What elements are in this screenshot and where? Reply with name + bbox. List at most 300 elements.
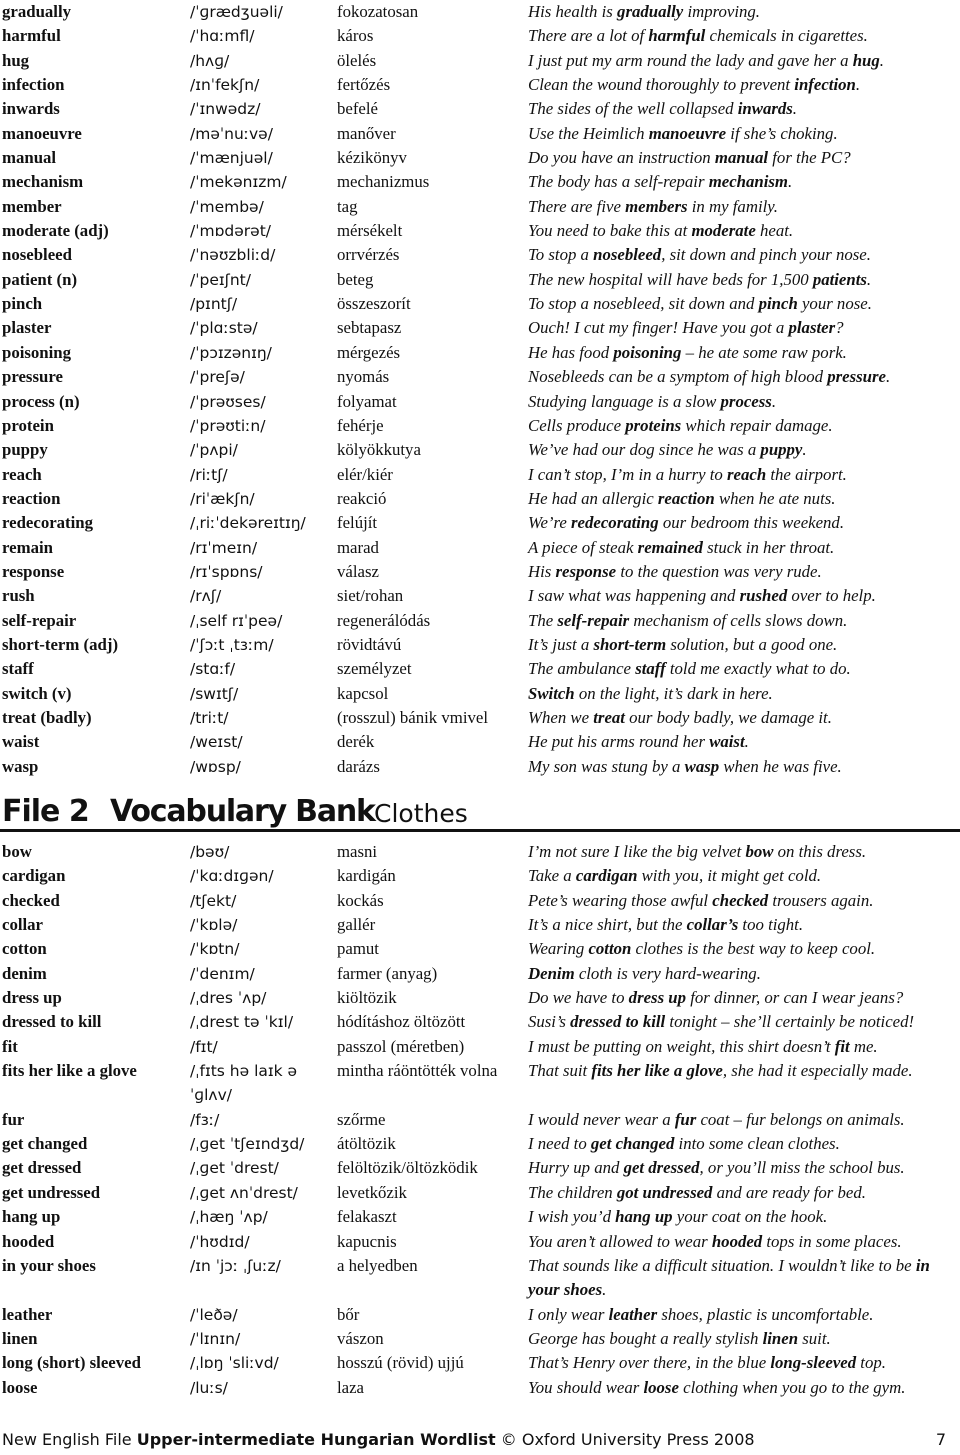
headword: cotton	[2, 939, 47, 959]
headword: mechanism	[2, 172, 84, 192]
example-sentence	[528, 292, 960, 316]
example-text: stuck in her throat.	[702, 537, 835, 557]
example-keyword: hooded	[711, 1231, 763, 1251]
example-text: .	[792, 99, 797, 119]
example-keyword: fur	[674, 1109, 697, 1129]
headword: remain	[2, 537, 53, 557]
hungarian-translation: káros	[337, 26, 374, 46]
word-entry	[0, 1132, 960, 1156]
pronunciation: /ˌɡet ʌnˈdrest/	[190, 1183, 298, 1202]
example-text: Do you have an instruction	[528, 148, 715, 168]
example-keyword: linen	[762, 1328, 799, 1348]
example-text: solution, but a good one.	[666, 634, 838, 654]
example-keyword: moderate	[691, 221, 756, 241]
example-text: clothing when you go to the gym.	[678, 1377, 906, 1397]
example-text: for dinner, or can I wear jeans?	[686, 988, 904, 1008]
example-text: Do we have to	[528, 988, 629, 1008]
hungarian-translation: mérgezés	[337, 342, 401, 362]
word-entry	[0, 122, 960, 146]
pronunciation: /ˌɡet ˈdrest/	[190, 1159, 279, 1178]
word-entry	[0, 937, 960, 961]
page-number: 7	[935, 1430, 946, 1449]
example-keyword: rushed	[739, 586, 788, 606]
pronunciation: /ˈpɔɪzənɪŋ/	[190, 343, 272, 362]
example-keyword: members	[625, 196, 688, 216]
example-text: for the PC?	[768, 148, 851, 168]
example-text: That sounds like a difficult situation. I wouldn’t like to be	[528, 1255, 916, 1275]
pronunciation: /ˈpreʃə/	[190, 368, 245, 387]
example-sentence	[528, 633, 960, 657]
example-keyword: manoeuvre	[648, 123, 727, 143]
word-entry	[0, 1010, 960, 1034]
headword: denim	[2, 963, 47, 983]
example-text: top.	[856, 1353, 886, 1373]
example-sentence	[528, 487, 960, 511]
example-keyword: cardigan	[575, 866, 638, 886]
pronunciation: /ˌlɒŋ ˈsliːvd/	[190, 1354, 279, 1373]
example-sentence	[528, 0, 960, 24]
example-keyword: treat	[593, 707, 625, 727]
headword: fur	[2, 1109, 25, 1129]
example-text: There are a lot of	[528, 26, 649, 46]
example-sentence	[528, 962, 960, 986]
word-entry	[0, 1327, 960, 1351]
example-text: To stop a	[528, 245, 594, 265]
example-text: You should wear	[528, 1377, 644, 1397]
hungarian-translation: sebtapasz	[337, 318, 402, 338]
example-keyword: waist	[709, 732, 745, 752]
hungarian-translation: beteg	[337, 269, 374, 289]
example-text: I must be putting on weight, this shirt doesn’t	[528, 1036, 835, 1056]
example-sentence	[528, 1254, 960, 1303]
headword: redecorating	[2, 513, 94, 533]
example-sentence	[528, 122, 960, 146]
example-text: told me exactly what to do.	[665, 659, 851, 679]
word-entry	[0, 609, 960, 633]
headword: pressure	[2, 367, 63, 387]
example-text: if she’s choking.	[726, 123, 838, 143]
word-entry	[0, 1108, 960, 1132]
example-text: our bedroom this weekend.	[658, 513, 845, 533]
example-sentence	[528, 609, 960, 633]
example-sentence	[528, 268, 960, 292]
example-keyword: in your shoes	[528, 1255, 930, 1300]
example-sentence	[528, 1351, 960, 1375]
pronunciation: /ˈleðə/	[190, 1305, 238, 1324]
example-keyword: get dressed	[623, 1158, 700, 1178]
word-entry	[0, 438, 960, 462]
pronunciation: /fɜː/	[190, 1110, 220, 1129]
example-keyword: fit	[834, 1036, 850, 1056]
example-text: Studying language is a slow	[528, 391, 721, 411]
word-entry	[0, 962, 960, 986]
hungarian-translation: levetkőzik	[337, 1182, 407, 1202]
example-sentence	[528, 1230, 960, 1254]
example-keyword: response	[555, 561, 617, 581]
example-keyword: pressure	[827, 367, 886, 387]
word-entry	[0, 913, 960, 937]
hungarian-translation: derék	[337, 732, 375, 752]
example-text: on this dress.	[773, 842, 867, 861]
word-entry	[0, 1376, 960, 1400]
hungarian-translation: mintha ráöntötték volna	[337, 1061, 498, 1081]
example-text: George has bought a really stylish	[528, 1328, 763, 1348]
example-keyword: reach	[727, 464, 767, 484]
example-keyword: long-sleeved	[770, 1353, 857, 1373]
example-text: your coat on the hook.	[672, 1207, 828, 1227]
word-entry	[0, 292, 960, 316]
example-sentence	[528, 889, 960, 913]
example-sentence	[528, 657, 960, 681]
example-text: .	[802, 440, 807, 460]
hungarian-translation: összeszorít	[337, 294, 411, 314]
pronunciation: /luːs/	[190, 1378, 228, 1397]
example-keyword: Switch	[528, 683, 575, 703]
example-sentence	[528, 146, 960, 170]
word-entry	[0, 889, 960, 913]
example-sentence	[528, 1327, 960, 1351]
example-text: That suit	[528, 1061, 592, 1081]
headword: wasp	[2, 756, 39, 776]
example-keyword: reaction	[657, 488, 715, 508]
example-text: suit.	[798, 1328, 831, 1348]
example-sentence	[528, 414, 960, 438]
headword: loose	[2, 1377, 38, 1397]
example-text: I need to	[528, 1134, 591, 1154]
example-sentence	[528, 1181, 960, 1205]
example-keyword: collar’s	[686, 915, 739, 935]
hungarian-translation: vászon	[337, 1328, 384, 1348]
example-sentence	[528, 316, 960, 340]
headword: member	[2, 196, 62, 216]
pronunciation: /ˈʃɔːt ˌtɜːm/	[190, 635, 274, 654]
pronunciation: /ˈmænjuəl/	[190, 149, 273, 168]
pronunciation: /ˈhɑːmfl/	[190, 27, 255, 46]
headword: get undressed	[2, 1182, 101, 1202]
word-entry	[0, 1205, 960, 1229]
hungarian-translation: mechanizmus	[337, 172, 430, 192]
example-text: into some clean clothes.	[674, 1134, 840, 1154]
hungarian-translation: felújít	[337, 513, 378, 533]
example-text: cloth is very hard-wearing.	[574, 963, 761, 983]
word-entry	[0, 365, 960, 389]
pronunciation: /ˈplɑːstə/	[190, 319, 258, 338]
example-text: with you, it might get cold.	[637, 866, 822, 886]
example-sentence	[528, 560, 960, 584]
hungarian-translation: fertőzés	[337, 75, 391, 95]
example-text: coat – fur belongs on animals.	[696, 1109, 905, 1129]
example-text: on the light, it’s dark in here.	[574, 683, 773, 703]
hungarian-translation: (rosszul) bánik vmivel	[337, 707, 488, 727]
hungarian-translation: reakció	[337, 488, 387, 508]
pronunciation: /ˌriːˈdekəreɪtɪŋ/	[190, 514, 306, 533]
example-text: Ouch! I cut my finger! Have you got a	[528, 318, 789, 338]
example-text: .	[744, 732, 749, 752]
headword: switch (v)	[2, 683, 72, 703]
pronunciation: /ˈprəʊses/	[190, 392, 266, 411]
example-sentence	[528, 840, 960, 864]
example-text: , she had it especially made.	[722, 1061, 913, 1081]
word-entry	[0, 1181, 960, 1205]
hungarian-translation: fokozatosan	[337, 2, 419, 21]
pronunciation: /ɪn ˈjɔː ˌʃuːz/	[190, 1256, 281, 1275]
example-sentence	[528, 195, 960, 219]
headword: puppy	[2, 440, 48, 460]
hungarian-translation: orrvérzés	[337, 245, 400, 265]
example-keyword: process	[720, 391, 772, 411]
example-text: The children	[528, 1182, 617, 1202]
example-text: – he ate some raw pork.	[681, 342, 847, 362]
hungarian-translation: siet/rohan	[337, 586, 404, 606]
word-entry	[0, 511, 960, 535]
word-entry	[0, 268, 960, 292]
hungarian-translation: laza	[337, 1377, 365, 1397]
example-text: He put his arms round her	[528, 732, 710, 752]
example-text: .	[602, 1280, 607, 1300]
example-text: our body badly, we damage it.	[624, 707, 832, 727]
pronunciation: /rɪˈspɒns/	[190, 562, 263, 581]
example-text: me.	[849, 1036, 878, 1056]
example-sentence	[528, 913, 960, 937]
example-text: when he was five.	[719, 756, 842, 776]
hungarian-translation: masni	[337, 842, 378, 861]
example-keyword: hang up	[615, 1207, 673, 1227]
word-entry	[0, 463, 960, 487]
headword: get changed	[2, 1134, 88, 1154]
example-text: over to help.	[787, 586, 876, 606]
example-text: ?	[835, 318, 844, 338]
example-text: Nosebleeds can be a symptom of high blood	[528, 367, 828, 387]
example-text: I only wear	[528, 1304, 609, 1324]
example-keyword: proteins	[625, 415, 682, 435]
headword: treat (badly)	[2, 707, 92, 727]
example-keyword: remained	[637, 537, 703, 557]
headword: protein	[2, 415, 54, 435]
pronunciation: /ɪnˈfekʃn/	[190, 76, 260, 95]
example-sentence	[528, 1010, 960, 1034]
headword: inwards	[2, 99, 60, 119]
example-keyword: short-term	[593, 634, 667, 654]
word-entry	[0, 341, 960, 365]
pronunciation: /riˈækʃn/	[190, 489, 255, 508]
example-keyword: inwards	[737, 99, 793, 119]
example-keyword: loose	[643, 1377, 679, 1397]
example-text: your nose.	[797, 294, 872, 314]
example-text: and are ready for bed.	[712, 1182, 866, 1202]
headword: moderate (adj)	[2, 221, 109, 241]
headword: process (n)	[2, 391, 80, 411]
headword: hug	[2, 50, 30, 70]
example-text: improving.	[683, 2, 761, 21]
example-text: .	[885, 367, 891, 387]
example-text: tonight – she’ll certainly be noticed!	[665, 1012, 915, 1032]
example-sentence	[528, 1108, 960, 1132]
word-entry	[0, 633, 960, 657]
example-keyword: leather	[608, 1304, 658, 1324]
example-sentence	[528, 219, 960, 243]
headword: fits her like a glove	[2, 1061, 137, 1081]
example-sentence	[528, 438, 960, 462]
example-sentence	[528, 682, 960, 706]
example-keyword: gradually	[617, 2, 684, 21]
example-sentence	[528, 243, 960, 267]
example-keyword: plaster	[788, 318, 836, 338]
example-text: .	[771, 391, 777, 411]
hungarian-translation: passzol (méretben)	[337, 1036, 465, 1056]
hungarian-translation: darázs	[337, 756, 380, 776]
headword: get dressed	[2, 1158, 82, 1178]
pronunciation: /ˌdres ˈʌp/	[190, 989, 267, 1008]
hungarian-translation: kapcsol	[337, 683, 389, 703]
hungarian-translation: felöltözik/öltözködik	[337, 1158, 478, 1178]
headword: staff	[2, 659, 34, 679]
pronunciation: /ˈmekənɪzm/	[190, 173, 287, 192]
example-sentence	[528, 1035, 960, 1059]
pronunciation: /ˈpeɪʃnt/	[190, 270, 251, 289]
example-sentence	[528, 511, 960, 535]
headword: leather	[2, 1304, 53, 1324]
example-sentence	[528, 97, 960, 121]
hungarian-translation: nyomás	[337, 367, 390, 387]
example-sentence	[528, 1059, 960, 1083]
example-text: We’re	[528, 513, 572, 533]
example-text: The new hospital will have beds for 1,500	[528, 269, 813, 289]
word-entry	[0, 706, 960, 730]
headword: plaster	[2, 318, 52, 338]
hungarian-translation: rövidtávú	[337, 634, 402, 654]
headword: reaction	[2, 488, 61, 508]
pronunciation: /ˌdrest tə ˈkɪl/	[190, 1013, 294, 1032]
example-text: That’s Henry over there, in the blue	[528, 1353, 771, 1373]
word-entry	[0, 97, 960, 121]
word-entry	[0, 390, 960, 414]
bank-topic: Clothes	[374, 799, 468, 828]
hungarian-translation: szőrme	[337, 1109, 386, 1129]
example-sentence	[528, 706, 960, 730]
word-entry	[0, 195, 960, 219]
word-entry	[0, 49, 960, 73]
example-keyword: mechanism	[708, 172, 788, 192]
example-text: It’s just a	[528, 634, 594, 654]
pronunciation: /ˌfɪts hə laɪk ə ˈɡlʌv/	[190, 1062, 298, 1105]
example-text: I wish you’d	[528, 1207, 616, 1227]
pronunciation: /fɪt/	[190, 1037, 218, 1056]
hungarian-translation: kardigán	[337, 866, 396, 886]
example-sentence	[528, 390, 960, 414]
example-text: You need to bake this at	[528, 221, 692, 241]
hungarian-translation: fehérje	[337, 415, 384, 435]
example-text: We’ve had our dog since he was a	[528, 440, 761, 460]
hungarian-translation: kapucnis	[337, 1231, 397, 1251]
word-entry	[0, 1035, 960, 1059]
pronunciation: /ˈdenɪm/	[190, 964, 255, 983]
example-text: Take a	[528, 866, 576, 886]
example-sentence	[528, 755, 960, 779]
example-text: in my family.	[687, 196, 778, 216]
headword: response	[2, 561, 65, 581]
example-sentence	[528, 463, 960, 487]
pronunciation: /ˈhʊdɪd/	[190, 1232, 250, 1251]
headword: manoeuvre	[2, 123, 82, 143]
pronunciation: /ˌhæŋ ˈʌp/	[190, 1208, 268, 1227]
example-keyword: harmful	[648, 26, 706, 46]
hungarian-translation: tag	[337, 196, 358, 216]
pronunciation: /hʌɡ/	[190, 51, 230, 70]
hungarian-translation: átöltözik	[337, 1134, 396, 1154]
example-text: Clean the wound thoroughly to prevent	[528, 75, 795, 95]
pronunciation: /ˈpʌpi/	[190, 441, 238, 460]
hungarian-translation: hosszú (rövid) ujjú	[337, 1353, 464, 1373]
hungarian-translation: bőr	[337, 1304, 360, 1324]
example-keyword: puppy	[760, 440, 803, 460]
hungarian-translation: kiöltözik	[337, 988, 397, 1008]
pronunciation: /rʌʃ/	[190, 587, 222, 606]
example-text: too tight.	[738, 915, 804, 935]
word-entry	[0, 730, 960, 754]
example-text: .	[879, 50, 884, 70]
pronunciation: /ˈnəʊzbliːd/	[190, 246, 276, 265]
headword: short-term (adj)	[2, 634, 119, 654]
example-text: .	[866, 269, 872, 289]
example-keyword: manual	[714, 148, 769, 168]
pronunciation: /stɑːf/	[190, 660, 236, 679]
headword: self-repair	[2, 610, 77, 630]
example-text: His	[528, 561, 556, 581]
hungarian-translation: manőver	[337, 123, 396, 143]
example-text: There are five	[528, 196, 626, 216]
word-entry	[0, 243, 960, 267]
example-text: trousers again.	[768, 890, 874, 910]
example-text: Pete’s wearing those awful	[528, 890, 713, 910]
pronunciation: /ˈkɒlə/	[190, 916, 238, 935]
word-entry	[0, 1230, 960, 1254]
pronunciation: /ˈɪnwədz/	[190, 100, 261, 119]
example-keyword: Denim	[528, 963, 575, 983]
example-sentence	[528, 986, 960, 1010]
example-keyword: checked	[712, 890, 769, 910]
headword: bow	[2, 842, 32, 861]
word-entry	[0, 682, 960, 706]
word-entry	[0, 864, 960, 888]
example-text: the airport.	[766, 464, 847, 484]
example-sentence	[528, 730, 960, 754]
example-sentence	[528, 536, 960, 560]
hungarian-translation: a helyedben	[337, 1255, 418, 1275]
example-text: mechanism of cells slows down.	[629, 610, 848, 630]
word-entry	[0, 170, 960, 194]
example-keyword: bow	[745, 842, 774, 861]
pronunciation: /ˈkɒtn/	[190, 940, 240, 959]
example-text: Use the Heimlich	[528, 123, 649, 143]
example-text: chemicals in cigarettes.	[705, 26, 868, 46]
headword: gradually	[2, 2, 72, 21]
example-sentence	[528, 73, 960, 97]
hungarian-translation: elér/kiér	[337, 464, 393, 484]
example-keyword: wasp	[684, 756, 720, 776]
example-text: tops in some places.	[762, 1231, 902, 1251]
example-keyword: fits her like a glove	[591, 1061, 723, 1081]
footer-title: Upper-intermediate Hungarian Wordlist	[136, 1430, 496, 1449]
example-keyword: patients	[812, 269, 867, 289]
example-text: The body has a self-repair	[528, 172, 709, 192]
headword: fit	[2, 1036, 18, 1056]
example-keyword: get changed	[590, 1134, 675, 1154]
example-sentence	[528, 1376, 960, 1400]
hungarian-translation: kockás	[337, 890, 384, 910]
example-text: I just put my arm round the lady and gave her a	[528, 50, 853, 70]
pronunciation: /riːtʃ/	[190, 465, 228, 484]
headword: pinch	[2, 294, 43, 314]
